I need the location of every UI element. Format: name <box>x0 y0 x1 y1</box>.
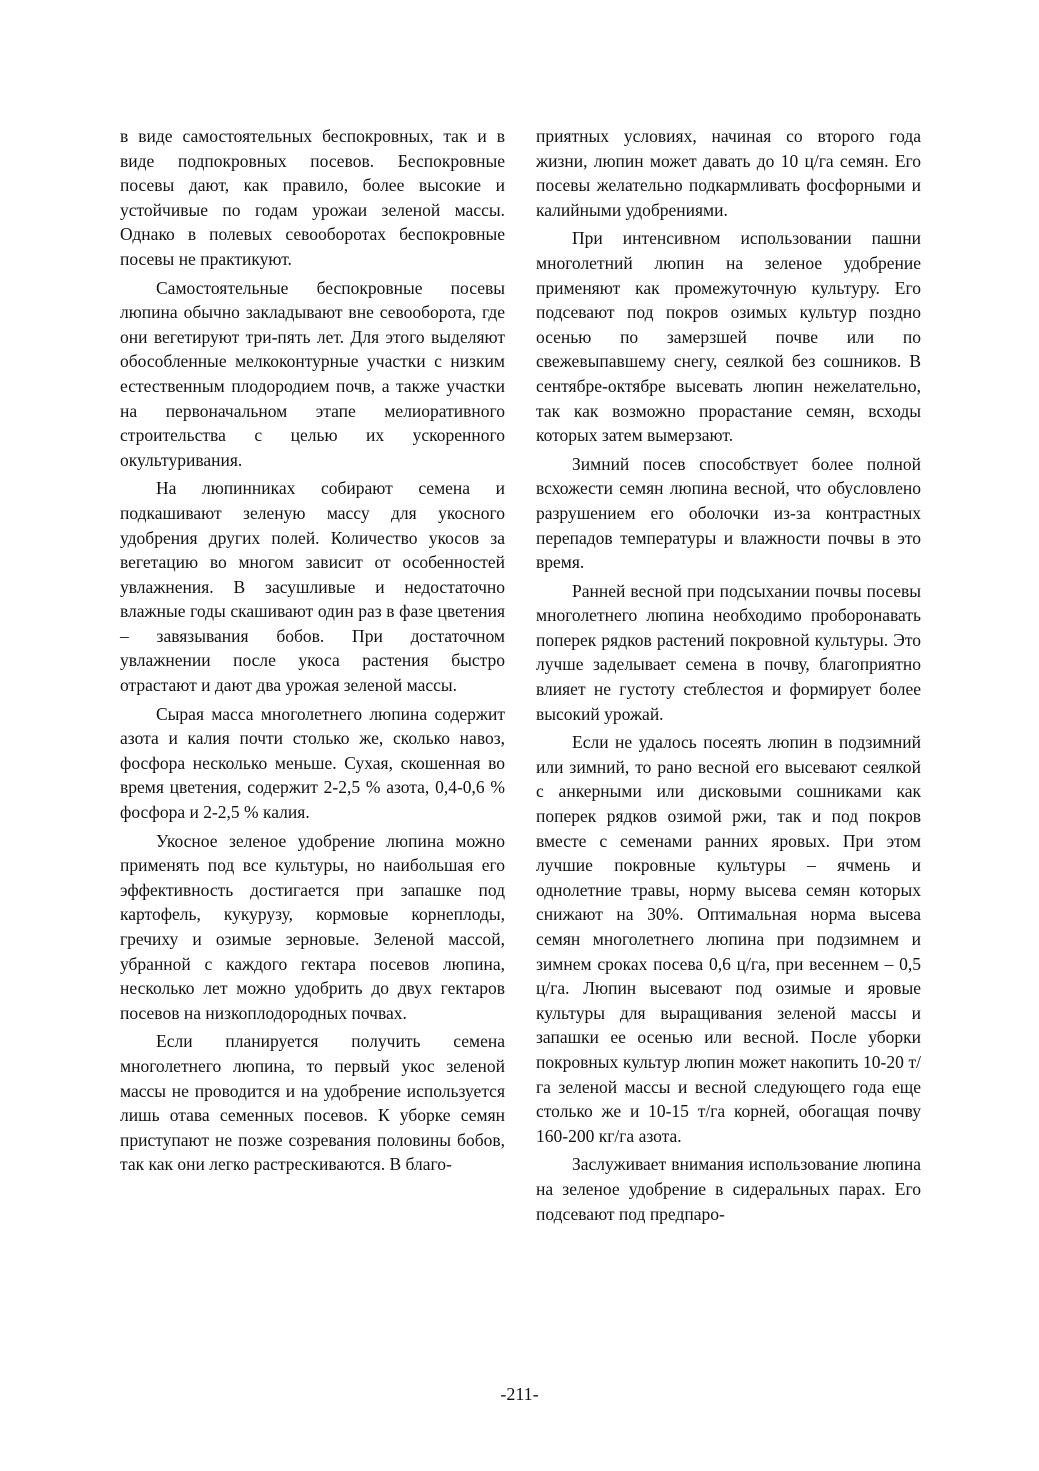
paragraph: в виде самостоятельных беспокровных, так и в виде подпокровных посевов. Беспокровные посевы дают, как правило, более высокие и устойчивые по годам урожаи зеленой массы. Однако в полевых севооборотах беспокровные посевы не практикуют. <box>120 126 505 269</box>
page-number: -211- <box>500 1384 539 1404</box>
paragraph: Сырая масса многолетнего люпина содержит азота и калия почти столько же, сколько навоз, фосфора несколько меньше. Сухая, скошенная во время цветения, содержит 2-2,5 % азота, 0,4-0,6 % фосфора и 2-2,5 % калия. <box>120 703 505 823</box>
left-text-column <box>120 124 505 1181</box>
paragraph: Если не удалось посеять люпин в подзимний или зимний, то рано весной его высевают сеялкой с анкерными или дисковыми сошниками как поперек рядков озимой ржи, так и под покров вместе с семенами ранних яровых. При этом лучшие покровные культуры – ячмень и однолетние травы, норму высева семян которых снижают на 30%. Оптимальная норма высева семян многолетнего люпина при подзимнем и зимнем сроках посева 0,6 ц/га, при весеннем – 0,5 ц/га. Люпин высевают под озимые и яровые культуры для выращивания зеленой массы и запашки ее осенью или весной. После уборки покровных культур люпин может накопить 10-20 т/га зеленой массы и весной следующего года еще столько же и 10-15 т/га корней, обогащая почву 160-200 кг/га азота. <box>536 732 921 1146</box>
paragraph: Укосное зеленое удобрение люпина можно применять под все культуры, но наибольшая его эффективность достигается при запашке под картофель, кукурузу, кормовые корнеплоды, гречиху и озимые зерновые. Зеленой массой, убранной с каждого гектара посевов люпина, несколько лет можно удобрить до двух гектаров посевов на низкоплодородных почвах. <box>120 830 505 1023</box>
paragraph: Ранней весной при подсыхании почвы посевы многолетнего люпина необходимо проборонавать поперек рядков растений покровной культуры. Это лучше заделывает семена в почву, благоприятно влияет не густоту стеблестоя и формирует более высокий урожай. <box>536 580 921 724</box>
right-text-column <box>536 124 921 1230</box>
paragraph: Если планируется получить семена многолетнего люпина, то первый укос зеленой массы не проводится и на удобрение используется лишь отава семенных посевов. К уборке семян приступают не позже созревания половины бобов, так как они легко растрескиваются. В благо- <box>120 1031 505 1175</box>
paragraph: На люпинниках собирают семена и подкашивают зеленую массу для укосного удобрения других полей. Количество укосов за вегетацию во многом зависит от особенностей увлажнения. В засушливые и недостаточно влажные годы скашивают один раз в фазе цветения – завязывания бобов. При достаточном увлажнении после укоса растения быстро отрастают и дают два урожая зеленой массы. <box>120 478 505 696</box>
paragraph: Зимний посев способствует более полной всхожести семян люпина весной, что обусловлено разрушением его оболочки из-за контрастных перепадов температуры и влажности почвы в это время. <box>536 453 921 573</box>
paragraph: Самостоятельные беспокровные посевы люпина обычно закладывают вне севооборота, где они вегетируют три-пять лет. Для этого выделяют обособленные мелкоконтурные участки с низким естественным плодородием почв, а также участки на первоначальном этапе мелиоративного строительства с целью их ускоренного окультуривания. <box>120 277 505 470</box>
paragraph: приятных условиях, начиная со второго года жизни, люпин может давать до 10 ц/га семян. Его посевы желательно подкармливать фосфорными и калийными удобрениями. <box>536 126 921 220</box>
paragraph: При интенсивном использовании пашни многолетний люпин на зеленое удобрение применяют как промежуточную культуру. Его подсевают под покров озимых культур поздно осенью по замерзшей почве или по свежевыпавшему снегу, сеялкой без сошников. В сентябре-октябре высевать люпин нежелательно, так как возможно прорастание семян, всходы которых затем вымерзают. <box>536 228 921 446</box>
paragraph: Заслуживает внимания использование люпина на зеленое удобрение в сидеральных парах. Его подсевают под предпаро- <box>536 1154 921 1224</box>
